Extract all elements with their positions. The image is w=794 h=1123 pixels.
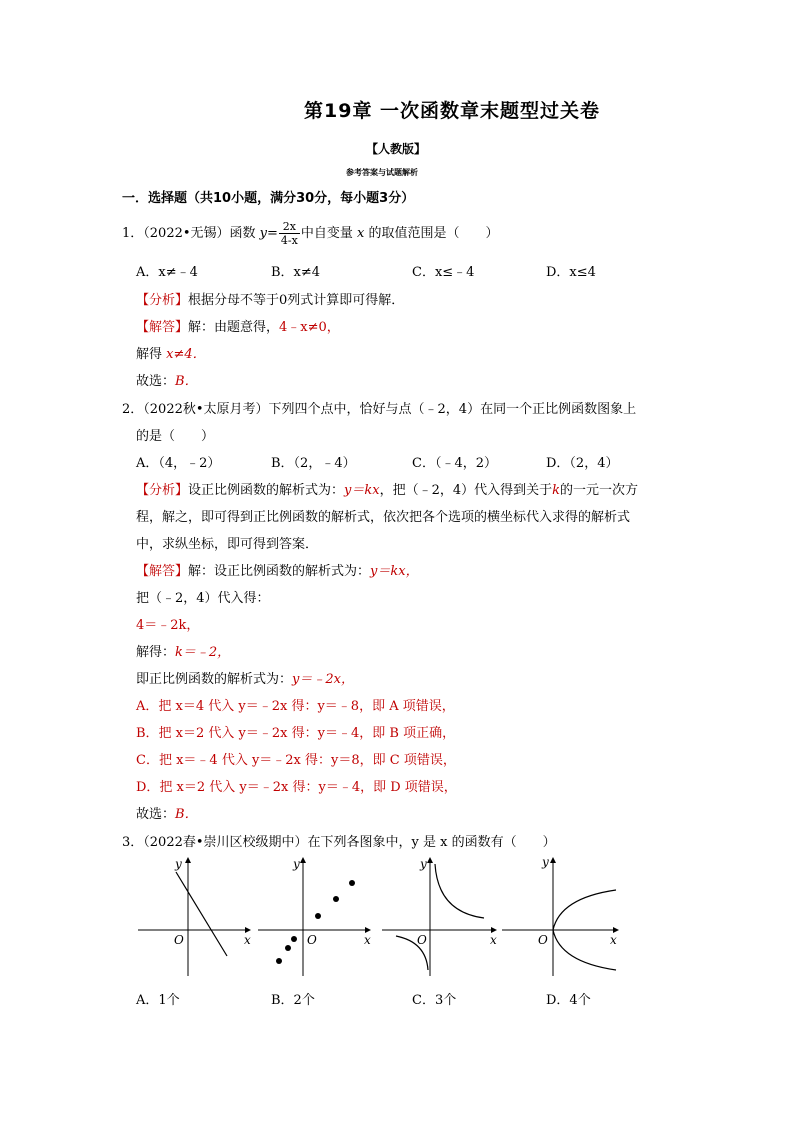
q2-eq2-lead: 解得： — [136, 645, 176, 660]
q1-answer-expr: 4﹣x≠0， — [279, 320, 340, 335]
edition-label: 【人教版】 — [366, 142, 427, 156]
q1-stem — [122, 220, 498, 247]
q1-stem-eq: = — [267, 226, 278, 241]
q1-analysis-text: 根据分母不等于0列式计算即可得解． — [188, 293, 405, 308]
q3-option-c: C．3个 — [412, 993, 457, 1008]
section-heading: 一．选择题（共10小题，满分30分，每小题3分） — [122, 191, 415, 206]
q3-stem: 3．（2022春•崇川区校级期中）在下列各图象中，y 是 x 的函数有（ ） — [122, 835, 556, 850]
q2-answer-tag: 【解答】 — [136, 564, 189, 579]
q1-analysis — [136, 289, 404, 308]
q2-analysis-l1e: 的一元一次方 — [560, 483, 639, 498]
q2-option-b: B．（2，﹣4） — [271, 456, 356, 471]
q1-analysis-tag: 【分析】 — [136, 293, 189, 308]
graph-d-x-label: x — [610, 933, 617, 947]
graph-a-x-label: x — [244, 933, 251, 947]
q1-stem-var: y — [259, 226, 268, 241]
graph-a-origin-label: O — [174, 933, 184, 947]
q2-check-d: D．把 x＝2 代入 y＝﹣2x 得：y＝﹣4，即 D 项错误， — [136, 780, 457, 795]
q2-answer-b: y＝kx， — [370, 564, 419, 579]
q1-frac-num: 2x — [279, 220, 300, 234]
q2-check-a: A．把 x＝4 代入 y＝﹣2x 得：y＝﹣8，即 A 项错误， — [136, 699, 455, 714]
q2-choose-lead: 故选： — [136, 807, 176, 822]
q1-answer — [136, 316, 340, 335]
q2-analysis-l1c: ，把（﹣2，4）代入得到关于 — [379, 483, 553, 498]
graph-b-x-label: x — [364, 933, 371, 947]
q2-answer-a: 解：设正比例函数的解析式为： — [188, 564, 371, 579]
graph-c-x-label: x — [490, 933, 497, 947]
graph-d-y-label: y — [542, 855, 549, 869]
q1-choose-val: B． — [175, 374, 198, 389]
q2-analysis-line3: 中，求纵坐标，即可得到答案． — [136, 537, 319, 552]
q1-choose — [136, 370, 198, 389]
q1-option-b: B．x≠4 — [271, 265, 321, 280]
q1-fraction — [279, 220, 300, 247]
graph-d-origin-label: O — [538, 933, 548, 947]
q2-substitute: 把（﹣2，4）代入得： — [136, 591, 270, 606]
graph-c-y-label: y — [420, 857, 427, 871]
graph-a — [138, 857, 251, 976]
q1-option-c: C．x≤﹣4 — [412, 265, 475, 280]
graph-b-y-label: y — [293, 857, 300, 871]
q1-stem-c: 的取值范围是（ ） — [364, 226, 499, 241]
page-title: 第19章 一次函数章末题型过关卷 — [304, 100, 601, 122]
q2-analysis-tag: 【分析】 — [136, 483, 189, 498]
graph-a-y-label: y — [175, 857, 182, 871]
q2-eq2-val: k＝﹣2， — [175, 645, 231, 660]
q2-stem-line1: 2．（2022秋•太原月考）下列四个点中，恰好与点（﹣2，4）在同一个正比例函数图象上 — [122, 402, 637, 417]
graph-b — [258, 857, 371, 976]
q2-analysis-line1 — [136, 479, 638, 498]
q1-option-a: A．x≠﹣4 — [136, 265, 198, 280]
graph-c-origin-label: O — [417, 933, 427, 947]
q2-eq3-lead: 即正比例函数的解析式为： — [136, 672, 293, 687]
q2-choose-val: B． — [175, 807, 198, 822]
q2-eq1: 4＝﹣2k， — [136, 618, 200, 633]
q3-option-d: D．4个 — [546, 993, 591, 1008]
q2-answer — [136, 560, 419, 579]
q2-analysis-line2: 程，解之，即可得到正比例函数的解析式，依次把各个选项的横坐标代入求得的解析式 — [136, 510, 631, 525]
q1-stem-a: 1．（2022•无锡）函数 — [122, 226, 260, 241]
q1-solve-expr: x≠4． — [166, 347, 206, 362]
q2-analysis-l1a: 设正比例函数的解析式为： — [188, 483, 345, 498]
q2-option-d: D．（2，4） — [546, 456, 619, 471]
q2-analysis-l1b: y＝kx — [344, 483, 380, 498]
graph-b-origin-label: O — [307, 933, 317, 947]
q2-eq3-val: y＝﹣2x， — [292, 672, 354, 687]
subheading: 参考答案与试题解析 — [346, 168, 418, 177]
q1-solve — [136, 343, 206, 362]
q3-graphs — [130, 850, 630, 982]
q2-stem-line2: 的是（ ） — [136, 429, 215, 444]
q1-stem-b: 中自变量 — [300, 226, 357, 241]
q1-answer-lead: 解：由题意得， — [188, 320, 280, 335]
q1-solve-lead: 解得 — [136, 347, 167, 362]
q2-option-c: C．（﹣4，2） — [412, 456, 497, 471]
q2-eq3 — [136, 668, 354, 687]
q1-option-d: D．x≤4 — [546, 265, 596, 280]
q1-answer-tag: 【解答】 — [136, 320, 189, 335]
graph-d — [502, 855, 618, 976]
q2-choose — [136, 803, 198, 822]
q2-eq2 — [136, 641, 230, 660]
q2-option-a: A．（4，﹣2） — [136, 456, 221, 471]
q1-stem-x: x — [356, 226, 365, 241]
graph-c — [382, 857, 497, 976]
q2-check-b: B．把 x＝2 代入 y＝﹣2x 得：y＝﹣4，即 B 项正确， — [136, 726, 456, 741]
q2-analysis-l1d: k — [552, 483, 561, 498]
q3-option-a: A．1个 — [136, 993, 180, 1008]
q1-choose-lead: 故选： — [136, 374, 176, 389]
q3-option-b: B．2个 — [271, 993, 315, 1008]
q1-frac-den: 4-x — [280, 234, 298, 247]
q2-check-c: C．把 x＝﹣4 代入 y＝﹣2x 得：y＝8，即 C 项错误， — [136, 753, 456, 768]
